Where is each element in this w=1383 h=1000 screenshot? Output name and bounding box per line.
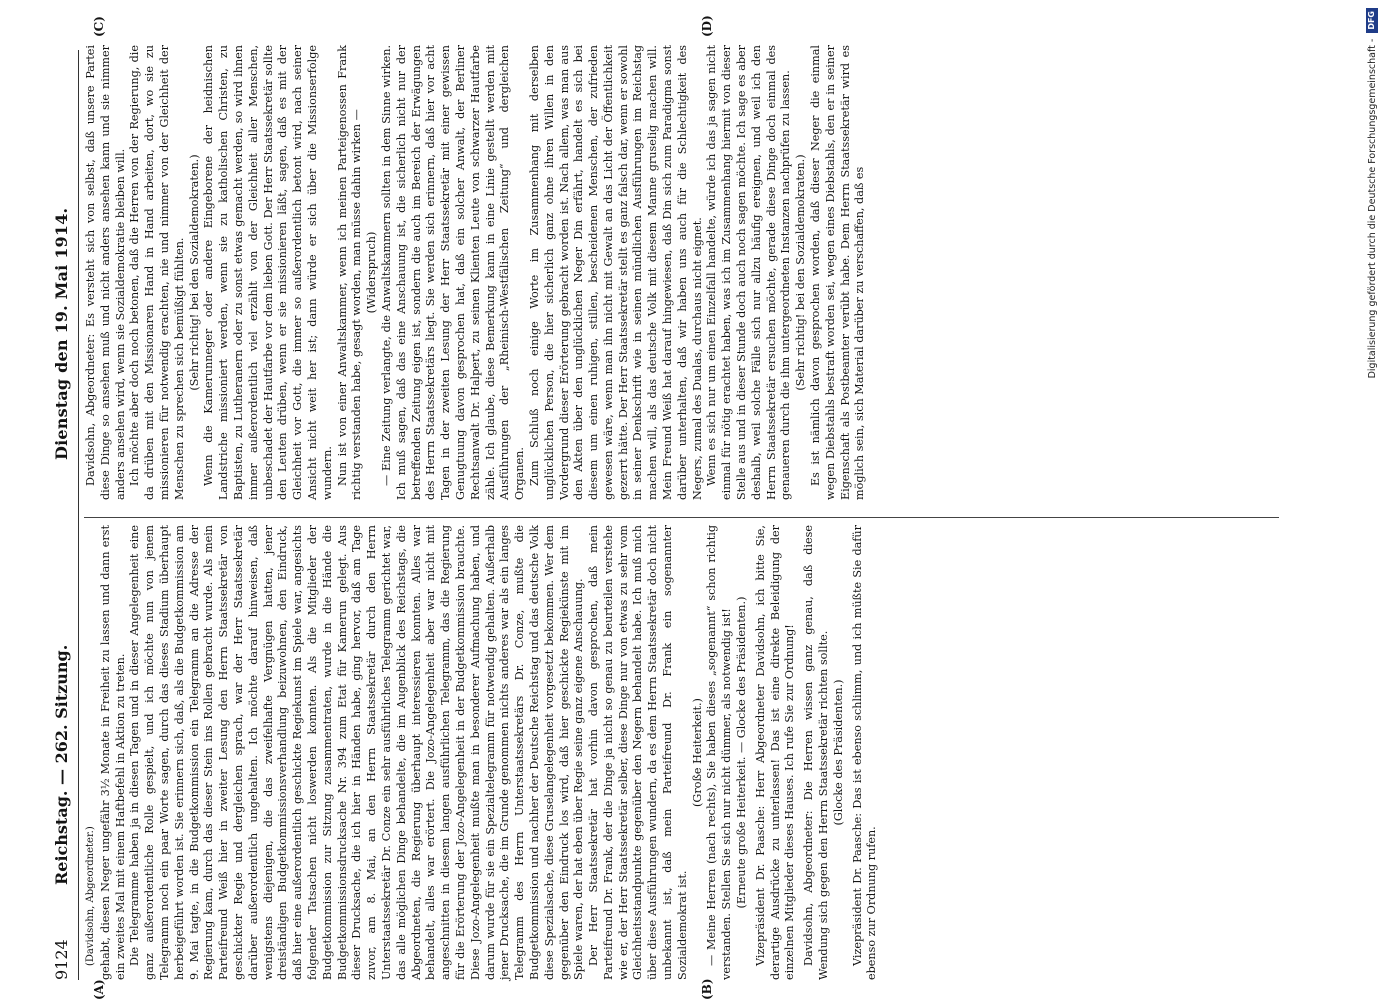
paragraph: — Eine Zeitung verlangte, die Anwaltskammern sollten in dem Sinne wirken. Ich muß sagen, daß das eine Anschauung ist, die sicherlich nicht nur der betreffenden Zeitung eigen ist, sondern die auch im Bereich der Erwägungen des Herrn Staatssekretärs liegt. Sie werden sich erinnern, daß hier vor acht Tagen in der zweiten Lesung der Herr Staatssekretär mit einer gewissen Genugtuung davon gesprochen hat, daß ein solcher Anwalt, der Berliner Rechtsanwalt Dr. Halpert, zu seinen Klienten Leute von schwarzer Hautfarbe zähle. Ich glaube, diese Bemerkung kann in eine Linie gestellt werden mit Ausführungen der „Rheinisch-Westfälischen Zeitung“ und dergleichen Organen. <box>379 45 527 500</box>
paragraph: Nun ist von einer Anwaltskammer, wenn ich meinen Parteigenossen Frank richtig verstanden habe, gesagt worden, man müsse dahin wirken — <box>335 45 364 500</box>
page-header <box>52 50 76 980</box>
margin-mark-c: (C) <box>92 16 106 37</box>
dfg-logo: DFG <box>1366 8 1378 33</box>
paragraph: Wenn die Kamerunneger oder andere Eingeborene der heidnischen Landstriche missioniert werden, wenn sie zu katholischen Christen, zu Baptisten, zu Lutheranern oder zu sonst etwas gemacht werden, so wird ihnen immer außerordentlich viel erzählt von der Gleichheit aller Menschen, unbeschadet der Hautfarbe vor dem lieben Gott. Der Herr Staatssekretär sollte den Leuten drüben, wenn er sie missionieren läßt, sagen, daß es mit der Gleichheit vor Gott, die immer so außerordentlich betont wird, nach seiner Ansicht nicht weit her ist; dann würde er sich über die Missionserfolge wundern. <box>202 45 334 500</box>
interjection: (Sehr richtig! bei den Sozialdemokraten.) <box>187 154 201 391</box>
margin-mark-d: (D) <box>700 15 714 37</box>
paragraph: Ich möchte aber doch noch betonen, daß die Herren von der Regierung, die da drüben mit den Missionaren Hand in Hand arbeiten, dort, wo sie zu missionieren für notwendig erachten, nie und nimmer von der Gleichheit der Menschen zu sprechen sich bemüßigt fühlten. <box>128 45 186 500</box>
funding-credit <box>1365 8 1379 993</box>
interjection: (Sehr richtig! bei den Sozialdemokraten.) <box>794 154 808 391</box>
session-title: Reichstag. — 262. Sitzung. <box>52 644 71 885</box>
margin-mark-b: (B) <box>700 978 714 1000</box>
paragraph: Es ist nämlich davon gesprochen worden, daß dieser Neger die einmal wegen Diebstahls bestraft worden sei, wegen eines Diebstahls, den er in seiner Eigenschaft als Postbeamter verübt habe. Dem Herrn Staatssekretär wird es möglich sein, sich Material darüber zu verschaffen, daß es <box>809 45 867 500</box>
left-column <box>84 525 880 980</box>
interjection: (Widerspruch) <box>365 231 379 314</box>
paragraph: — Meine Herren (nach rechts), Sie haben dieses „sogenannt“ schon richtig verstanden. Stellen Sie sich nur nicht dümmer, als notwendig ist! <box>705 525 734 980</box>
credit-text: Digitalisierung gefördert durch die Deutsche Forschungsgemeinschaft - <box>1366 38 1378 379</box>
paragraph: gehabt, diesen Neger ungefähr 3½ Monate in Freiheit zu lassen und dann erst ein zweites Mal mit einem Haftbefehl in Aktion zu treten. <box>98 525 127 980</box>
paragraph: Zum Schluß noch einige Worte im Zusammenhang mit derselben unglücklichen Person, die hier sicherlich ganz ohne ihren Willen in den Vordergrund dieser Erörterung gebracht worden ist. Nach allem, was man aus den Akten über den unglücklichen Neger Din erfährt, handelt es sich bei diesem um einen ruhigen, stillen, bescheidenen Menschen, der zufrieden gewesen wäre, wenn man ihn nicht mit Gewalt an das Licht der Öffentlichkeit gezerrt hätte. Der Herr Staatssekretär stellt es ganz falsch dar, wenn er sowohl in seiner Denkschrift wie in seinen mündlichen Ausführungen im Reichstag machen will, als das deutsche Volk mit diesem Manne gruselig machen will. Mein Freund Weiß hat darauf hingewiesen, daß Din sich zum Paradigma sonst darüber unterhalten, daß wir haben uns auch für die Schlechtigkeit des Negers, zumal des Dualas, durchaus nicht eignet. <box>527 45 704 500</box>
speaker-paragraph: Davidsohn, Abgeordneter: Die Herren wissen ganz genau, daß diese Wendung sich gegen den Herrn Staatssekretär richten sollte. <box>802 525 831 980</box>
paragraph: Die Telegramme haben ja in diesen Tagen und in dieser Angelegenheit eine ganz außerordentliche Rolle gespielt, und ich möchte nun von jenem Telegramm noch ein paar Worte sagen, durch das dieses Stadium überhaupt herbeigeführt worden ist. Sie erinnern sich, daß, als die Budgetkommission am 9. Mai tagte, in die Budgetkommission ein Telegramm an die Adresse der Regierung kam, durch das dieser Stein ins Rollen gebracht wurde. Als mein Parteifreund Weiß hier in zweiter Lesung den Herrn Staatssekretär von geschickter Regie und dergleichen sprach, war der Herr Staatssekretär darüber außerordentlich ungehalten. Ich möchte darauf hinweisen, daß wenigstens diejenigen, die das zweifelhafte Vergnügen hatten, jener dreiständigen Budgetkommissionsverhandlung beizuwohnen, den Eindruck, daß hier eine außerordentlich geschickte Regiekunst im Spiele war, angesichts folgender Tatsachen nicht loswerden konnten. Als die Mitglieder der Budgetkommission zur Sitzung zusammentraten, wurde in die Hände die Budgetkommissionsdrucksache Nr. 394 zum Etat für Kamerun gelegt. Aus dieser Drucksache, die ich hier in Händen habe, ging hervor, daß am Tage zuvor, am 8. Mai, an den Herrn Staatssekretär durch den Herrn Unterstaatssekretär Dr. Conze ein sehr ausführliches Telegramm gerichtet war, das alle möglichen Dinge behandelte, die im Augenblick des Reichstags, die Abgeordneten, die Regierung überhaupt interessieren konnten. Alles war behandelt, alles war erörtert. Die Jozo-Angelegenheit aber war nicht mit angeschnitten in diesem langen ausführlichen Telegramm, das die Regierung für die Erörterung der Jozo-Angelegenheit in der Budgetkommission brauchte. Diese Jozo-Angelegenheit mußte man in besonderer Aufmachung haben, und darum wurde für sie ein Spezialtelegramm für notwendig gehalten. Außerhalb jener Drucksache, die im Grunde genommen nichts anderes war als ein langes Telegramm des Herrn Unterstaatssekretärs Dr. Conze, mußte die Budgetkommission und nachher der Deutsche Reichstag und das deutsche Volk diese Spezialsache, diese Gruselangelegenheit vorgesetzt bekommen. Wer dem gegenüber den Eindruck los wird, daß hier geschickte Regiekünste mit im Spiele waren, der hat eben über Regie seine ganz eigene Anschauung. <box>128 525 586 980</box>
page-number: 9124 <box>52 939 71 980</box>
header-rule <box>78 50 79 980</box>
paragraph: Wenn es sich nur um einen Einzelfall handelte, würde ich das ja sagen nicht einmal für nötig erachtet haben, was ich im Zusammenhang hiermit von dieser Stelle aus und in dieser Stunde doch auch noch sagen möchte. Ich sage es aber deshalb, weil solche Fälle sich nur allzu häufig ereignen, und weil ich den Herrn Staatssekretär ersuchen möchte, gerade diese Dinge doch einmal des genaueren durch die ihm untergeordneten Instanzen nachprüfen zu lassen. <box>705 45 793 500</box>
speaker-paragraph: Vizepräsident Dr. Paasche: Herr Abgeordneter Davidsohn, ich bitte Sie, derartige Ausdrücke zu unterlassen! Das ist eine direkte Beleidigung der einzelnen Mitglieder dieses Hauses. Ich rufe Sie zur Ordnung! <box>753 525 797 980</box>
column-divider <box>84 517 1279 518</box>
right-column <box>84 45 868 500</box>
interjection: (Große Heiterkeit.) <box>690 698 704 807</box>
speaker-paragraph: Vizepräsident Dr. Paasche: Das ist ebenso schlimm, und ich müßte Sie dafür ebenso zur Ordnung rufen. <box>850 525 879 980</box>
running-head: (Davidsohn, Abgeordneter.) <box>85 826 96 966</box>
paragraph: Der Herr Staatssekretär hat vorhin davon gesprochen, daß mein Parteifreund Dr. Frank, der die Dinge ja nicht so genau zu beurteilen verstehe wie er, der Herr Staatssekretär selber, diese Dinge nur von etwas zu sehr vom Gleichheitsstandpunkte gegenüber den Negern behandelt habe. Ich muß mich über diese Ausführungen wundern, da es dem Herrn Staatssekretär doch nicht unbekannt ist, daß mein Parteifreund Dr. Frank ein sogenannter Sozialdemokrat ist. <box>587 525 689 980</box>
speaker-paragraph: Davidsohn, Abgeordneter: Es versteht sich von selbst, daß unsere Partei diese Dinge so ansehen muß und nicht anders ansehen kann und sie nimmer anders ansehen wird, wenn sie Sozialdemokratie bleiben will. <box>84 45 127 500</box>
interjection: (Erneute große Heiterkeit. — Glocke des Präsidenten.) <box>735 596 749 909</box>
interjection: (Glocke des Präsidenten.) <box>831 679 845 826</box>
session-date: Dienstag den 19. Mai 1914. <box>52 207 71 460</box>
margin-mark-a: (A) <box>92 979 106 1000</box>
